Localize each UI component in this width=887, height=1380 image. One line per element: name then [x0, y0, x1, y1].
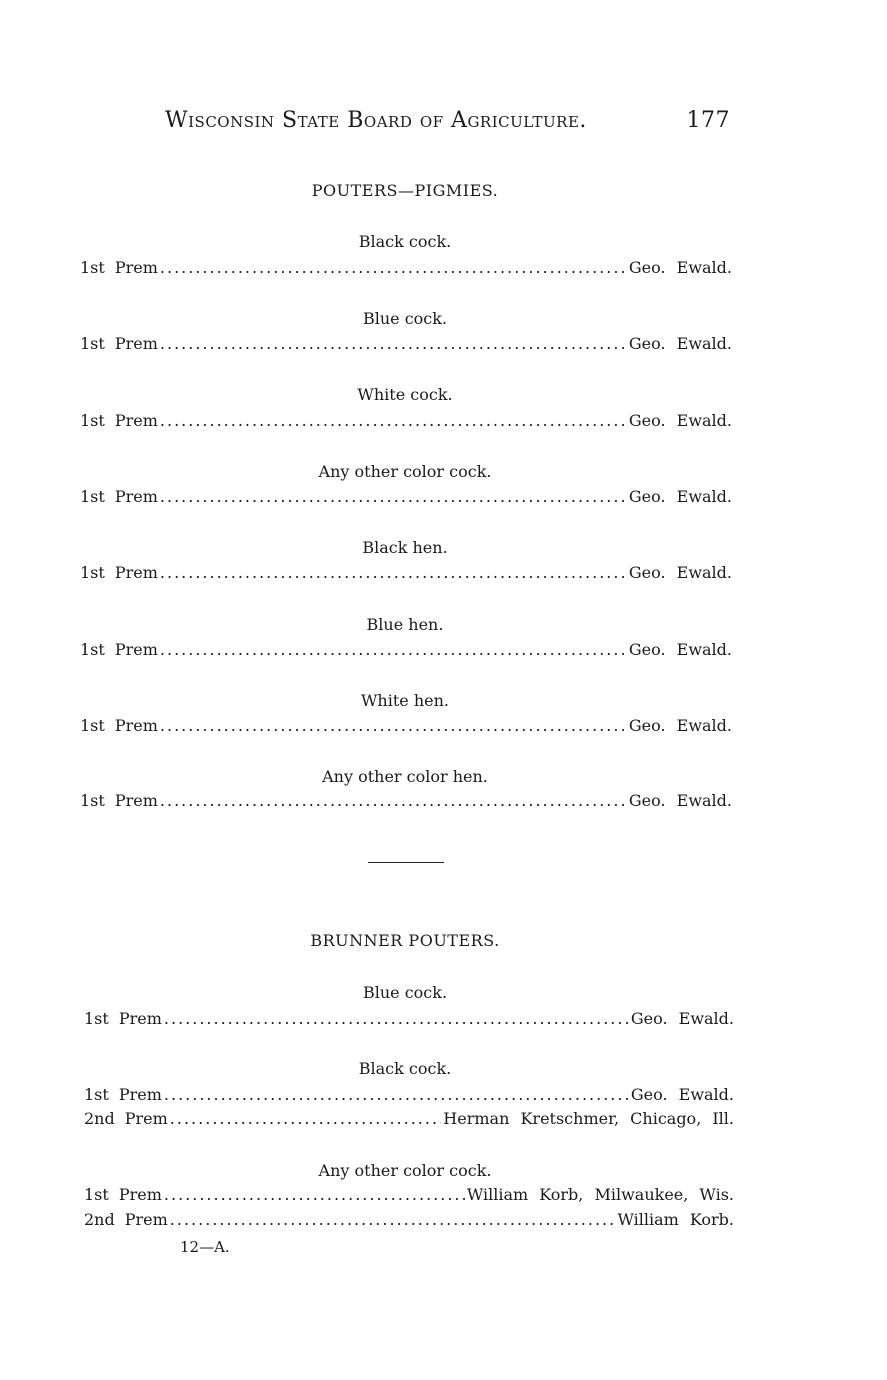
dot-leader: [160, 640, 627, 659]
award-line: [80, 716, 732, 735]
class-heading: Black hen.: [362, 538, 448, 557]
award-label: Prem: [114, 258, 158, 277]
dot-leader: [160, 563, 627, 582]
dot-leader: [164, 1185, 465, 1204]
award-winner: Geo. Ewald.: [628, 411, 732, 430]
award-line: [80, 640, 732, 659]
award-label: Prem: [118, 1085, 162, 1104]
running-head: [165, 108, 730, 133]
dot-leader: [170, 1210, 616, 1229]
award-label: Prem: [118, 1185, 162, 1204]
award-winner: Geo. Ewald.: [628, 334, 732, 353]
award-line: [80, 487, 732, 506]
class-heading: Any other color cock.: [318, 1161, 492, 1180]
award-label: Prem: [118, 1009, 162, 1028]
award-line: [80, 258, 732, 277]
award-place: 1st: [80, 563, 105, 582]
award-place: 1st: [84, 1185, 109, 1204]
award-line: [84, 1185, 734, 1204]
award-label: Prem: [114, 411, 158, 430]
dot-leader: [160, 258, 627, 277]
dot-leader: [160, 487, 627, 506]
award-winner: William Korb, Milwaukee, Wis.: [466, 1185, 734, 1204]
award-label: Prem: [114, 334, 158, 353]
class-heading: White cock.: [357, 385, 453, 404]
award-line: [84, 1109, 734, 1128]
award-line: [80, 563, 732, 582]
award-place: 1st: [80, 258, 105, 277]
class-heading: Any other color cock.: [318, 462, 492, 481]
award-line: [84, 1009, 734, 1028]
award-place: 1st: [84, 1085, 109, 1104]
signature-mark: 12—A.: [180, 1238, 230, 1256]
award-place: 1st: [80, 334, 105, 353]
award-winner: William Korb.: [617, 1210, 734, 1229]
award-label: Prem: [124, 1109, 168, 1128]
award-line: [84, 1085, 734, 1104]
award-winner: Geo. Ewald.: [628, 791, 732, 810]
award-line: [80, 411, 732, 430]
award-winner: Geo. Ewald.: [628, 258, 732, 277]
class-heading: Any other color hen.: [322, 767, 488, 786]
award-label: Prem: [114, 716, 158, 735]
award-label: Prem: [114, 563, 158, 582]
dot-leader: [160, 411, 627, 430]
award-winner: Geo. Ewald.: [628, 716, 732, 735]
class-heading: Black cock.: [358, 1059, 452, 1078]
section-divider: [368, 862, 444, 863]
section-title: BRUNNER POUTERS.: [310, 931, 500, 950]
class-heading: Blue cock.: [362, 983, 448, 1002]
award-place: 1st: [80, 640, 105, 659]
award-label: Prem: [114, 487, 158, 506]
dot-leader: [160, 334, 627, 353]
dot-leader: [160, 716, 627, 735]
award-label: Prem: [114, 640, 158, 659]
class-heading: Blue hen.: [366, 615, 444, 634]
award-place: 1st: [80, 716, 105, 735]
dot-leader: [164, 1085, 629, 1104]
dot-leader: [164, 1009, 629, 1028]
award-winner: Geo. Ewald.: [630, 1009, 734, 1028]
award-place: 2nd: [84, 1109, 115, 1128]
award-winner: Geo. Ewald.: [628, 563, 732, 582]
award-place: 1st: [84, 1009, 109, 1028]
award-winner: Geo. Ewald.: [630, 1085, 734, 1104]
award-label: Prem: [114, 791, 158, 810]
award-place: 1st: [80, 791, 105, 810]
class-heading: Blue cock.: [362, 309, 448, 328]
class-heading: Black cock.: [358, 232, 452, 251]
award-place: 1st: [80, 487, 105, 506]
award-winner: Herman Kretschmer, Chicago, Ill.: [443, 1109, 734, 1128]
running-title: Wisconsin State Board of Agriculture.: [165, 108, 587, 133]
award-winner: Geo. Ewald.: [628, 640, 732, 659]
dot-leader: [160, 791, 627, 810]
award-line: [80, 334, 732, 353]
award-winner: Geo. Ewald.: [628, 487, 732, 506]
award-line: [84, 1210, 734, 1229]
section-title: POUTERS—PIGMIES.: [311, 181, 499, 200]
dot-leader: [170, 1109, 442, 1128]
class-heading: White hen.: [360, 691, 449, 710]
award-place: 1st: [80, 411, 105, 430]
page-number: 177: [686, 108, 730, 133]
award-line: [80, 791, 732, 810]
award-place: 2nd: [84, 1210, 115, 1229]
award-label: Prem: [124, 1210, 168, 1229]
